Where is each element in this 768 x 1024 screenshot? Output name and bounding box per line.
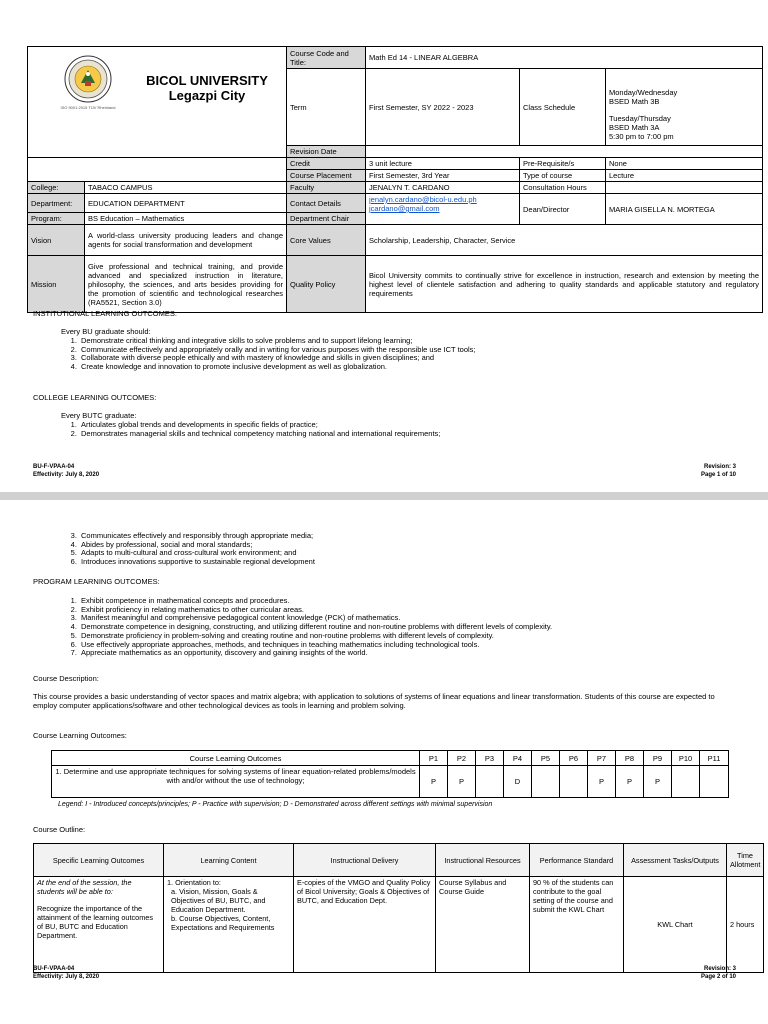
page-footer — [33, 464, 736, 479]
list-item: 6. Use effectively appropriate approaches, methods, and techniques in teaching mathematics including technological tools. — [79, 641, 552, 650]
outline-delivery-cell: E-copies of the VMGO and Quality Policy of Bicol University; Goals & Objectives of BUTC, and Education Dept. — [294, 877, 436, 973]
clo-col-header: P1 — [420, 751, 448, 766]
content-line: b. Course Objectives, Content, Expectations and Requirements — [171, 914, 275, 932]
outline-col-header: Learning Content — [164, 844, 294, 877]
outline-col-header: Instructional Resources — [436, 844, 530, 877]
outline-col-header: Instructional Delivery — [294, 844, 436, 877]
clo-mark: P — [448, 766, 476, 798]
schedule-line: Monday/Wednesday — [609, 88, 678, 97]
college-label: College: — [28, 182, 85, 194]
faculty-label: Faculty — [287, 182, 366, 194]
outline-content-cell — [164, 877, 294, 973]
clo-col-header: P5 — [532, 751, 560, 766]
schedule-top-spacer — [606, 69, 763, 88]
prereq-value: None — [606, 158, 763, 170]
university-banner — [28, 47, 287, 158]
section-heading: INSTITUTIONAL LEARNING OUTCOMES: — [33, 309, 177, 318]
list-item: 5. Adapts to multi-cultural and cross-cultural work environment; and — [79, 549, 315, 558]
university-seal-icon — [64, 55, 112, 103]
schedule-line: BSED Math 3B — [609, 97, 660, 106]
type-value: Lecture — [606, 170, 763, 182]
term-label: Term — [287, 69, 366, 146]
list-item: 3. Manifest meaningful and comprehensive pedagogical content knowledge (PCK) of mathematics. — [79, 614, 552, 623]
college-value: TABACO CAMPUS — [85, 182, 287, 194]
revision-date-value — [366, 146, 763, 158]
clo-col-header: P7 — [588, 751, 616, 766]
schedule-line: Tuesday/Thursday — [609, 114, 671, 123]
college-outcomes-section — [33, 393, 440, 438]
consult-value — [606, 182, 763, 194]
page-footer — [33, 966, 736, 981]
effectivity: Effectivity: July 8, 2020 — [33, 471, 100, 478]
program-label: Program: — [28, 213, 85, 225]
page-number: Page 1 of 10 — [700, 471, 736, 478]
clo-mark: D — [504, 766, 532, 798]
outline-time-cell: 2 hours — [727, 877, 764, 973]
university-city: Legazpi City — [168, 88, 246, 103]
chair-label: Department Chair — [287, 213, 366, 225]
content-line: a. Vision, Mission, Goals & Objectives of BU, BUTC, and Education Department. — [171, 887, 266, 914]
section-heading: PROGRAM LEARNING OUTCOMES: — [33, 577, 160, 586]
slo-text: Recognize the importance of the attainment of the learning outcomes of BU, BUTC and Education Department. — [37, 904, 154, 940]
placement-label: Course Placement — [287, 170, 366, 182]
section-heading: COLLEGE LEARNING OUTCOMES: — [33, 393, 157, 402]
page-2 — [0, 500, 768, 1024]
clo-col-header: P11 — [700, 751, 729, 766]
outline-col-header: Time Allotment — [727, 844, 764, 877]
clo-mark — [560, 766, 588, 798]
clo-legend: Legend: I - Introduced concepts/principles; P - Practice with supervision; D - Demonstrated across different settings with minimal supervision — [58, 801, 493, 808]
class-schedule-value — [606, 87, 763, 146]
outline-slo-cell — [34, 877, 164, 973]
list-item: 4. Create knowledge and innovation to promote inclusive development as well as globalization. — [79, 363, 476, 372]
footer-right — [701, 966, 736, 981]
college-outcomes-list — [33, 421, 440, 438]
footer-right — [701, 464, 736, 479]
credit-label: Credit — [287, 158, 366, 170]
faculty-value: JENALYN T. CARDANO — [366, 182, 520, 194]
program-outcomes-section — [33, 577, 552, 658]
list-item: 6. Introduces innovations supportive to sustainable regional development — [79, 558, 315, 567]
consult-label: Consultation Hours — [520, 182, 606, 194]
list-item: 1. Demonstrate critical thinking and integrative skills to solve problems and to support lifelong learning; — [79, 337, 476, 346]
course-code-value: Math Ed 14 - LINEAR ALGEBRA — [366, 47, 763, 69]
schedule-line — [609, 106, 759, 114]
course-outline-table — [33, 843, 764, 973]
contact-label: Contact Details — [287, 194, 366, 213]
dept-label: Department: — [28, 194, 85, 213]
term-value: First Semester, SY 2022 - 2023 — [366, 69, 520, 146]
schedule-line: 5:30 pm to 7:00 pm — [609, 132, 674, 141]
institutional-outcomes-section — [33, 309, 476, 372]
dean-label: Dean/Director — [520, 194, 606, 225]
contact-value — [366, 194, 520, 225]
mission-label: Mission — [28, 256, 85, 313]
section-heading: Course Description: — [33, 674, 99, 683]
clo-col-header: P8 — [616, 751, 644, 766]
schedule-line: BSED Math 3A — [609, 123, 660, 132]
form-code: BU-F-VPAA-04 — [33, 464, 75, 470]
list-item: 5. Demonstrate proficiency in problem-solving and creating routine and non-routine problems with different levels of complexity. — [79, 632, 552, 641]
outline-assessment-cell: KWL Chart — [624, 877, 727, 973]
institutional-outcomes-list — [33, 337, 476, 372]
section-intro: Every BUTC graduate: — [61, 411, 137, 420]
list-item: 2. Exhibit proficiency in relating mathematics to other curricular areas. — [79, 606, 552, 615]
list-item: 1. Articulates global trends and developments in specific fields of practice; — [79, 421, 440, 430]
contact-email-link[interactable]: jenalyn.cardano@bicol-u.edu.ph — [369, 195, 477, 204]
form-code: BU-F-VPAA-04 — [33, 966, 75, 972]
effectivity: Effectivity: July 8, 2020 — [33, 973, 100, 980]
type-label: Type of course — [520, 170, 606, 182]
vision-label: Vision — [28, 225, 85, 256]
outline-col-header: Specific Learning Outcomes — [34, 844, 164, 877]
list-item: 3. Communicates effectively and responsibly through appropriate media; — [79, 532, 315, 541]
course-outcomes-table — [51, 750, 729, 798]
slo-intro: At the end of the session, the students will be able to: — [37, 878, 132, 896]
revision-date-label: Revision Date — [287, 146, 366, 158]
vision-value: A world-class university producing leaders and change agents for social transformation and development — [85, 225, 287, 256]
program-outcomes-list — [33, 597, 552, 658]
page-separator — [0, 492, 768, 500]
mission-value: Give professional and technical training, and provide advanced and specialized instruction in literature, philosophy, the sciences, and arts besides providing for the promotion of scientific and technological researches (RA5521, Section 3.0) — [85, 256, 287, 313]
page-number: Page 2 of 10 — [700, 973, 736, 980]
placement-value: First Semester, 3rd Year — [366, 170, 520, 182]
clo-mark — [672, 766, 700, 798]
page-1 — [0, 0, 768, 492]
clo-mark: P — [616, 766, 644, 798]
outline-standard-cell: 90 % of the students can contribute to the goal setting of the course and submit the KWL Chart — [530, 877, 624, 973]
clo-row-text: 1. Determine and use appropriate techniques for solving systems of linear equation-related problems/models with and/or without the use of technology; — [52, 766, 420, 798]
university-name-block — [132, 73, 282, 103]
revision: Revision: 3 — [703, 966, 736, 972]
list-item: 1. Exhibit competence in mathematical concepts and procedures. — [79, 597, 552, 606]
college-outcomes-continued — [33, 532, 315, 567]
program-value: BS Education – Mathematics — [85, 213, 287, 225]
clo-mark — [700, 766, 729, 798]
clo-mark: P — [588, 766, 616, 798]
dept-value: EDUCATION DEPARTMENT — [85, 194, 287, 213]
course-outcomes-heading: Course Learning Outcomes: — [33, 731, 127, 740]
banner-bottom-spacer — [28, 158, 287, 182]
clo-col-header: P4 — [504, 751, 532, 766]
clo-col-header: P2 — [448, 751, 476, 766]
dean-value: MARIA GISELLA N. MORTEGA — [606, 194, 763, 225]
clo-mark — [532, 766, 560, 798]
section-intro: Every BU graduate should: — [61, 327, 151, 336]
class-schedule-label: Class Schedule — [520, 69, 606, 146]
core-values-label: Core Values — [287, 225, 366, 256]
list-item: 2. Demonstrates managerial skills and technical competency matching national and international requirements; — [79, 430, 440, 439]
university-name: BICOL UNIVERSITY — [146, 73, 268, 88]
clo-mark: P — [420, 766, 448, 798]
credit-value: 3 unit lecture — [366, 158, 520, 170]
list-item: 2. Communicate effectively and appropriately orally and in writing for various purposes with the responsible use ICT tools; — [79, 346, 476, 355]
list-item: 4. Demonstrate competence in designing, constructing, and utilizing different routine and non-routine problems with different levels of complexity. — [79, 623, 552, 632]
seal-caption: ISO 9001:2015 TÜV Rheinland — [60, 105, 116, 110]
list-item: 7. Appreciate mathematics as an opportunity, discovery and gaining insights of the world. — [79, 649, 552, 658]
outline-col-header: Assessment Tasks/Outputs — [624, 844, 727, 877]
quality-policy-value: Bicol University commits to continually strive for excellence in instruction, research and extension by meeting the highest level of clientele satisfaction and adhering to quality standards and applicable statutory and regulatory requirements — [366, 256, 763, 313]
clo-mark: P — [644, 766, 672, 798]
list-item: 4. Abides by professional, social and moral standards; — [79, 541, 315, 550]
clo-col-header: P9 — [644, 751, 672, 766]
clo-col-header: P3 — [476, 751, 504, 766]
revision: Revision: 3 — [703, 464, 736, 470]
content-line: 1. Orientation to: — [167, 878, 221, 887]
prereq-label: Pre-Requisite/s — [520, 158, 606, 170]
clo-col-header: P6 — [560, 751, 588, 766]
contact-email-link[interactable]: jcardano@gmail.com — [369, 204, 440, 213]
outline-resources-cell: Course Syllabus and Course Guide — [436, 877, 530, 973]
outline-col-header: Performance Standard — [530, 844, 624, 877]
syllabus-header-table — [27, 46, 763, 313]
clo-mark — [476, 766, 504, 798]
clo-header: Course Learning Outcomes — [52, 751, 420, 766]
course-outline-heading: Course Outline: — [33, 825, 86, 834]
college-outcomes-list-cont — [33, 532, 315, 567]
core-values-value: Scholarship, Leadership, Character, Service — [366, 225, 763, 256]
course-description-section — [33, 674, 738, 710]
clo-col-header: P10 — [672, 751, 700, 766]
course-code-label: Course Code and Title: — [287, 47, 366, 69]
quality-policy-label: Quality Policy — [287, 256, 366, 313]
course-description-text: This course provides a basic understanding of vector spaces and matrix algebra; with application to solutions of systems of linear equations and linear transformation. Students of this course are expected to employ computer applications/software and other technological devices as tools in learning and problem solving. — [33, 692, 715, 710]
list-item: 3. Collaborate with diverse people ethically and with mastery of knowledge and skills in given disciplines; and — [79, 354, 476, 363]
